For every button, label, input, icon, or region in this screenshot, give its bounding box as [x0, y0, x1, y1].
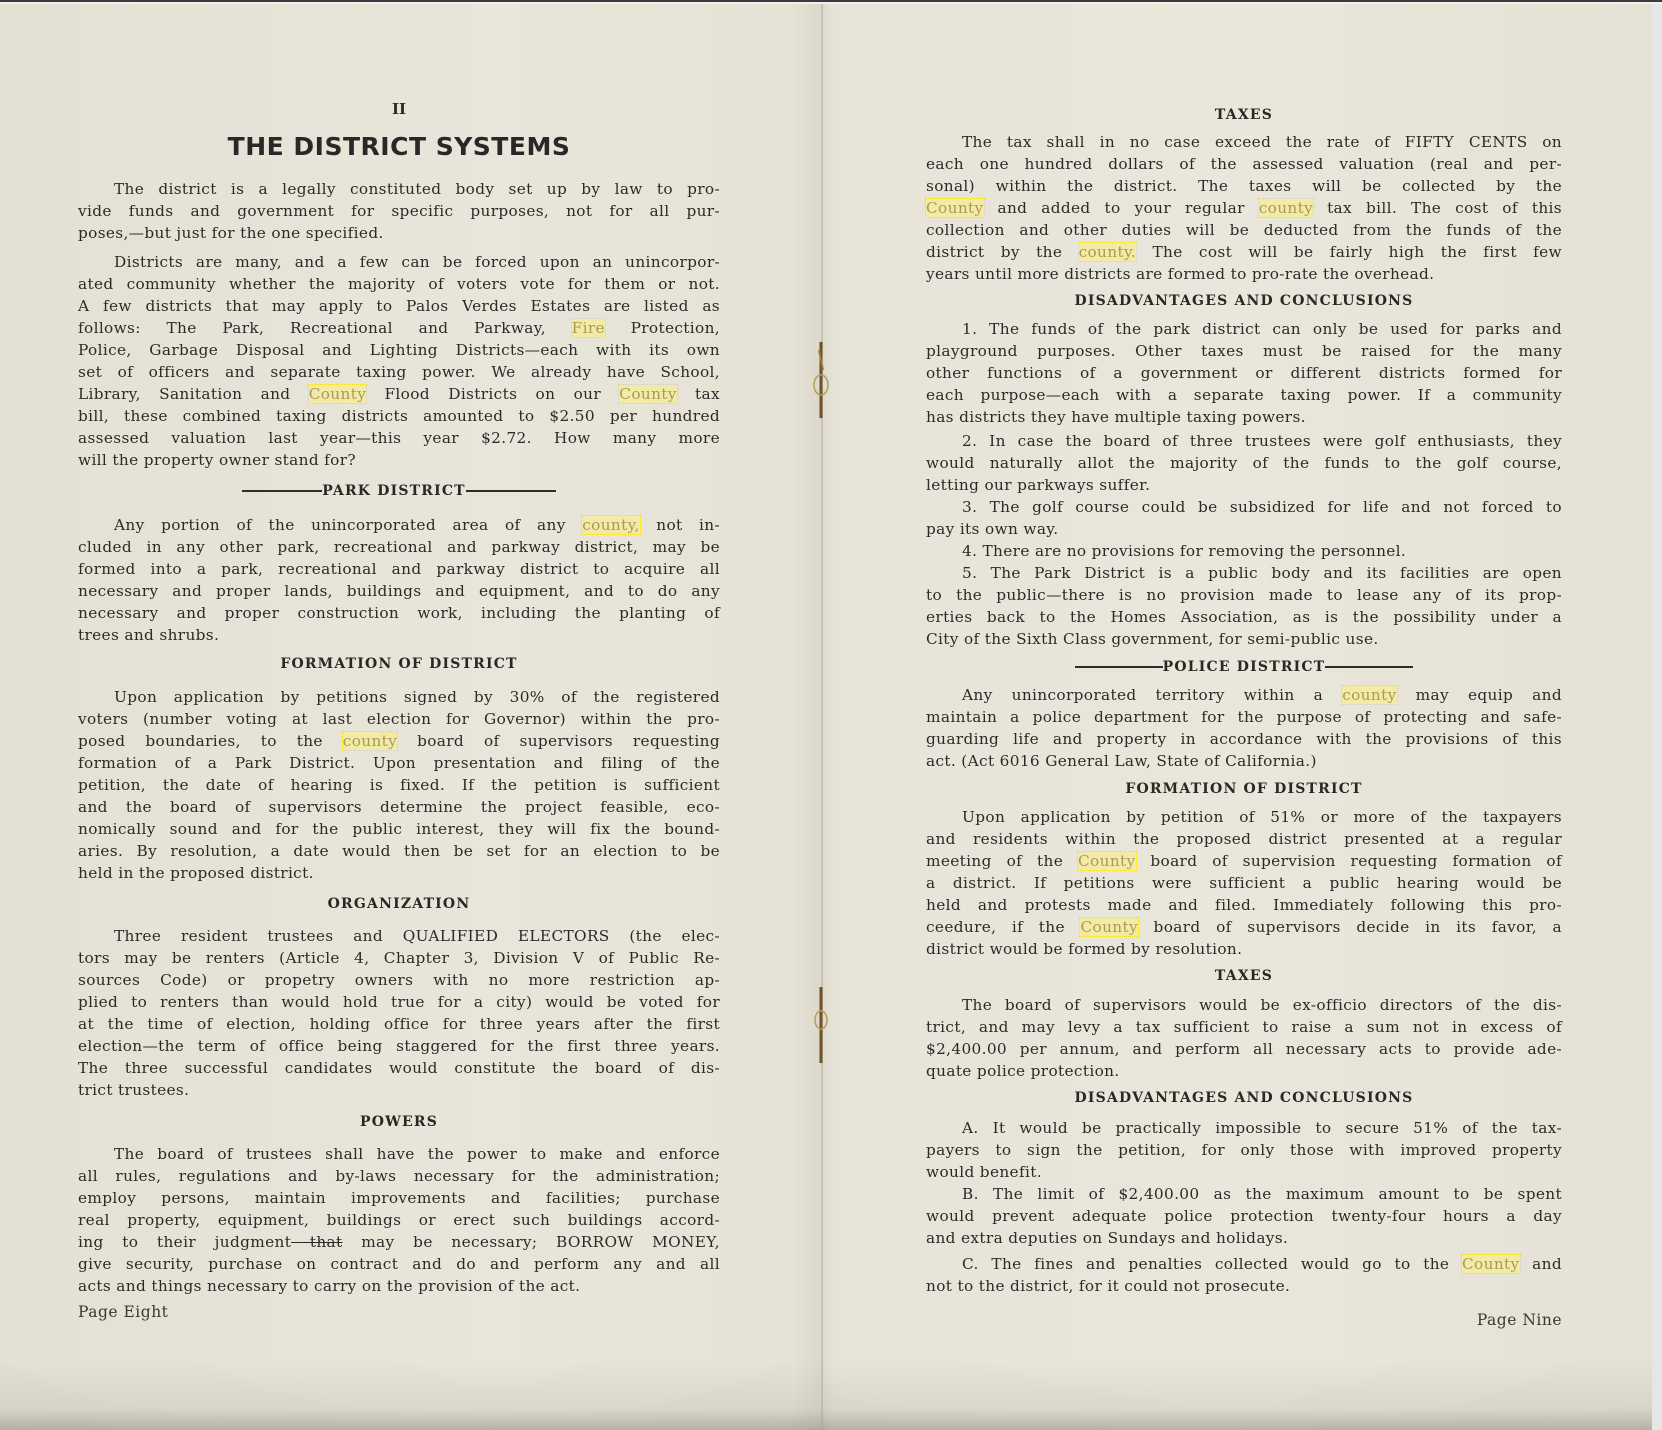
section-heading-powers: POWERS [359, 1114, 439, 1130]
text-line: and the board of supervisors determine the project feasible, eco- [78, 798, 720, 816]
text-line: formation of a Park District. Upon presentation and filing of the [78, 754, 720, 772]
text-line: other functions of a government or different districts formed for [926, 364, 1562, 382]
text-line: 3. The golf course could be subsidized for life and not forced to [962, 498, 1562, 516]
text-segment: and added to your regular [983, 199, 1259, 217]
highlight-county[interactable]: County [308, 385, 367, 403]
text-line: The board of supervisors would be ex-officio directors of the dis- [962, 996, 1562, 1014]
section-heading-taxes: TAXES [1214, 968, 1274, 984]
text-line: each one hundred dollars of the assessed valuation (real and per- [926, 155, 1562, 173]
section-heading-organization: ORGANIZATION [327, 896, 471, 912]
text-line: acts and things necessary to carry on the provision of the act. [78, 1277, 581, 1295]
text-line: trict, and may levy a tax sufficient to raise a sum not in excess of [926, 1018, 1562, 1036]
highlight-county[interactable]: county, [582, 516, 640, 534]
text-line [78, 317, 720, 339]
section-heading-disadvantages: DISADVANTAGES AND CONCLUSIONS [1074, 1090, 1414, 1106]
text-line: 4. There are no provisions for removing the personnel. [962, 542, 1407, 560]
text-line: held in the proposed district. [78, 864, 314, 882]
center-fold [821, 4, 823, 1430]
highlight-county[interactable]: County [1462, 1255, 1520, 1273]
text-line: poses,—but just for the one specified. [78, 224, 384, 242]
text-line: ated community whether the majority of voters vote for them or not. [78, 275, 720, 293]
text-line: and extra deputies on Sundays and holidays. [926, 1229, 1289, 1247]
text-line: all rules, regulations and by-laws necessary for the administration; [78, 1167, 720, 1185]
text-segment: follows: The Park, Recreational and Parkway, [78, 319, 572, 337]
text-line [926, 1253, 1562, 1275]
text-line: Police, Garbage Disposal and Lighting Districts—each with its own [78, 341, 720, 359]
highlight-fire[interactable]: Fire [571, 319, 605, 337]
text-segment: may be necessary; BORROW MONEY, [342, 1233, 720, 1251]
text-line [926, 850, 1562, 872]
text-line: necessary and proper lands, buildings and equipment, and to do any [78, 582, 720, 600]
section-heading-taxes: TAXES [1214, 107, 1274, 123]
text-segment: board of supervision requesting formation of [1135, 852, 1562, 870]
text-line: pay its own way. [926, 520, 1059, 538]
text-line: petition, the date of hearing is fixed. If the petition is sufficient [78, 776, 720, 794]
text-line [926, 241, 1562, 263]
text-line: would prevent adequate police protection twenty-four hours a day [926, 1207, 1562, 1225]
text-line: trees and shrubs. [78, 626, 220, 644]
text-segment: Protection, [604, 319, 721, 337]
text-line: quate police protection. [926, 1062, 1120, 1080]
text-line: Upon application by petitions signed by 30% of the registered [114, 688, 720, 706]
text-line: employ persons, maintain improvements and facilities; purchase [78, 1189, 720, 1207]
text-line: plied to renters than would hold true for a city) would be voted for [78, 993, 720, 1011]
text-line: erties back to the Homes Association, as is the possibility under a [926, 608, 1562, 626]
text-line: voters (number voting at last election for Governor) within the pro- [78, 710, 720, 728]
text-segment: tax bill. The cost of this [1313, 199, 1562, 217]
text-line: not to the district, for it could not prosecute. [926, 1277, 1291, 1295]
text-segment: meeting of the [926, 852, 1078, 870]
struck-text: that [291, 1233, 343, 1251]
heading-rule [1075, 666, 1163, 668]
text-line: letting our parkways suffer. [926, 476, 1151, 494]
text-line: payers to sign the petition, for only those with improved property [926, 1141, 1562, 1159]
text-line: cluded in any other park, recreational and parkway district, may be [78, 538, 720, 556]
text-segment: Library, Sanitation and [78, 385, 309, 403]
text-line: B. The limit of $2,400.00 as the maximum amount to be spent [962, 1185, 1562, 1203]
text-line [78, 514, 720, 536]
text-line: set of officers and separate taxing power. We already have School, [78, 363, 720, 381]
text-segment: ing to their judgment [78, 1233, 292, 1251]
text-line: aries. By resolution, a date would then be set for an election to be [78, 842, 720, 860]
text-line [78, 383, 720, 405]
text-line [926, 684, 1562, 706]
heading-rule [466, 490, 556, 492]
text-line: nomically sound and for the public interest, they will fix the bound- [78, 820, 720, 838]
text-line [78, 1231, 720, 1253]
text-segment: ceedure, if the [926, 918, 1081, 936]
section-heading-formation: FORMATION OF DISTRICT [1125, 781, 1363, 797]
highlight-county[interactable]: County [619, 385, 677, 403]
text-segment: not in- [639, 516, 720, 534]
text-segment: posed boundaries, to the [78, 732, 343, 750]
text-line: 5. The Park District is a public body and its facilities are open [962, 564, 1562, 582]
text-line: at the time of election, holding office for three years after the first [78, 1015, 720, 1033]
section-heading-formation: FORMATION OF DISTRICT [280, 656, 518, 672]
text-line: Three resident trustees and QUALIFIED ELECTORS (the elec- [114, 927, 720, 945]
text-line [78, 730, 720, 752]
section-heading-disadvantages: DISADVANTAGES AND CONCLUSIONS [1074, 293, 1414, 309]
text-line: sonal) within the district. The taxes will be collected by the [926, 177, 1562, 195]
text-line: The board of trustees shall have the power to make and enforce [114, 1145, 720, 1163]
text-segment: Any unincorporated territory within a [962, 686, 1343, 704]
text-segment: board of supervisors requesting [397, 732, 720, 750]
staple-icon [812, 340, 830, 420]
text-line: playground purposes. Other taxes must be raised for the many [926, 342, 1562, 360]
text-line: would naturally allot the majority of the funds to the golf course, [926, 454, 1562, 472]
text-line: The district is a legally constituted body set up by law to pro- [114, 180, 720, 198]
text-line [926, 916, 1562, 938]
text-line: trict trustees. [78, 1081, 190, 1099]
text-segment: may equip and [1396, 686, 1562, 704]
text-line: give security, purchase on contract and do and perform any and all [78, 1255, 720, 1273]
text-line: A few districts that may apply to Palos Verdes Estates are listed as [78, 297, 720, 315]
text-line: The tax shall in no case exceed the rate of FIFTY CENTS on [962, 133, 1562, 151]
text-line: maintain a police department for the purpose of protecting and safe- [926, 708, 1562, 726]
highlight-county[interactable]: County [926, 199, 984, 217]
text-line: district would be formed by resolution. [926, 940, 1243, 958]
text-line: held and protests made and filed. Immediately following this pro- [926, 896, 1562, 914]
text-line: sources Code) or propetry owners with no more restriction ap- [78, 971, 720, 989]
page-number: Page Nine [1476, 1311, 1562, 1329]
text-segment: C. The fines and penalties collected would go to the [962, 1255, 1462, 1273]
highlight-county[interactable]: county [1342, 686, 1397, 704]
chapter-number: II [391, 100, 407, 118]
text-segment: board of supervisors decide in its favor, a [1137, 918, 1562, 936]
text-line: act. (Act 6016 General Law, State of California.) [926, 752, 1317, 770]
text-line: assessed valuation last year—this year $2.72. How many more [78, 429, 720, 447]
page-title: THE DISTRICT SYSTEMS [227, 132, 571, 161]
text-line: $2,400.00 per annum, and perform all necessary acts to provide ade- [926, 1040, 1562, 1058]
text-line [926, 197, 1562, 219]
text-line: 1. The funds of the park district can only be used for parks and [962, 320, 1562, 338]
text-line: tors may be renters (Article 4, Chapter 3, Division V of Public Re- [78, 949, 720, 967]
page-number: Page Eight [78, 1303, 169, 1321]
text-line: bill, these combined taxing districts amounted to $2.50 per hundred [78, 407, 720, 425]
highlight-county[interactable]: county [342, 732, 398, 750]
text-line: necessary and proper construction work, including the planting of [78, 604, 720, 622]
text-line: real property, equipment, buildings or erect such buildings accord- [78, 1211, 720, 1229]
heading-text: POLICE DISTRICT [1162, 659, 1326, 675]
heading-rule [1325, 666, 1413, 668]
section-heading-park-district [78, 483, 720, 499]
text-line: 2. In case the board of three trustees were golf enthusiasts, they [962, 432, 1562, 450]
text-line: vide funds and government for specific purposes, not for all pur- [78, 202, 720, 220]
text-line: Upon application by petition of 51% or more of the taxpayers [962, 808, 1562, 826]
text-line: and residents within the proposed district presented at a regular [926, 830, 1562, 848]
text-segment: tax [676, 385, 720, 403]
highlight-county[interactable]: county [1258, 199, 1314, 217]
text-line: would benefit. [926, 1163, 1042, 1181]
highlight-county[interactable]: County [1080, 918, 1138, 936]
text-line: to the public—there is no provision made to lease any of its prop- [926, 586, 1562, 604]
text-line: formed into a park, recreational and parkway district to acquire all [78, 560, 720, 578]
text-line: collection and other duties will be deducted from the funds of the [926, 221, 1562, 239]
text-segment: district by the [926, 243, 1079, 261]
highlight-county[interactable]: County [1078, 852, 1136, 870]
text-line: guarding life and property in accordance with the provisions of this [926, 730, 1562, 748]
text-line: Districts are many, and a few can be forced upon an unincorpor- [114, 253, 720, 271]
text-segment: Any portion of the unincorporated area of any [114, 516, 583, 534]
text-line: each purpose—each with a separate taxing power. If a community [926, 386, 1562, 404]
text-line: A. It would be practically impossible to secure 51% of the tax- [962, 1119, 1562, 1137]
text-line: has districts they have multiple taxing powers. [926, 408, 1306, 426]
text-segment: Flood Districts on our [366, 385, 620, 403]
staple-icon [812, 985, 830, 1065]
section-heading-police-district [926, 659, 1562, 675]
text-line: a district. If petitions were sufficient a public hearing would be [926, 874, 1562, 892]
text-line: election—the term of office being staggered for the first three years. [78, 1037, 720, 1055]
text-line: years until more districts are formed to pro-rate the overhead. [926, 265, 1435, 283]
text-segment: The cost will be fairly high the first few [1136, 243, 1562, 261]
heading-text: PARK DISTRICT [322, 483, 466, 499]
text-line: City of the Sixth Class government, for semi-public use. [926, 630, 1379, 648]
text-segment: and [1519, 1255, 1562, 1273]
heading-rule [242, 490, 322, 492]
text-line: will the property owner stand for? [78, 451, 356, 469]
text-line: The three successful candidates would constitute the board of dis- [78, 1059, 720, 1077]
highlight-county[interactable]: county. [1078, 243, 1137, 261]
